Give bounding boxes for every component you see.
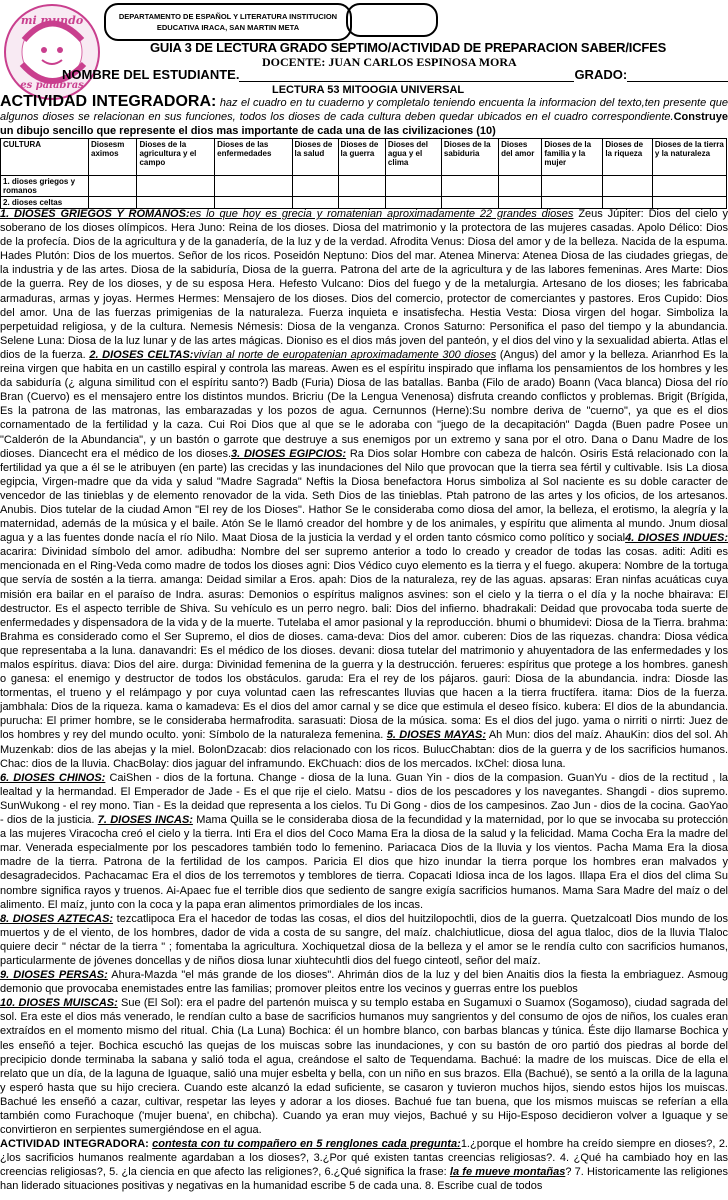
table-header: Dioses de la riqueza bbox=[603, 139, 653, 176]
section-heading: 10. DIOSES MUISCAS: bbox=[0, 997, 118, 1010]
table-header: Dioses de la familia y la mujer bbox=[542, 139, 603, 176]
section-heading: 7. DIOSES INCAS: bbox=[97, 814, 193, 827]
section-text: Zeus Júpiter: Dios del cielo y soberano de los dioses olímpicos. Hera Juno: Reina de los dioses. Diosa del matrimonio y la protectora de las mujeres casadas. Apolo Délico: Dios de la profecía. Dios de la agricultura y de la ganadería, de la luz y de la verdad. Afrodita Venus: Diosa del amor y de la belleza. Nacida de la espuma. Hades Plutón: Dios de los muertos. Señor de los ricos. Poseidón Neptuno: Dios del mar. Atenea Minerva: Atenea Diosa de las ciudades griegas, de la industria y de las artes. Diosa de la sabiduría, Diosa de la guerra. Patrona del arte de la agricultura y de las labores femeninas. Ares Marte: Dios de la guerra. Rey de los dioses, y de su esposa Hera. Hefesto Vulcano: Dios del fuego y de la metalurgia. Artesano de los dioses; les fabricaba armaduras, armas y joyas. Hermes Hermes: Mensajero de los dioses. Dios del comercio, protector de comerciantes y pastores. Eros Cupido: Dios del amor. Una de las fuerzas primigenias de la naturaleza. Fuerza inquieta e insatisfecha. Hestia Vesta: Diosa virgen del hogar. Simboliza la perpetuidad religiosa, y de la cultura. Nemesis Némesis: Diosa de la venganza. Cronos Saturno: Personifica el paso del tiempo y la abundancia. Selene Luna: Diosa de la luz lunar y de las artes mágicas. Dioniso es el dios más joven del panteón, y el dios del vino y la sexualidad abierta. Atlas el dios de la fuerza. bbox=[0, 208, 728, 361]
section-text: Ahura-Mazda "el más grande de los dioses". Ahrimán dios de la luz y del bien Anaitis dios la fiesta la embriaguez. Asmoug demonio que provocaba enemistades entre las familias; promover pleitos entre los vecinos y guerras entre los pueblos bbox=[0, 969, 728, 996]
section-text: acarira: Divinidad símbolo del amor. adibudha: Nombre del ser supremo anterior a todo lo creado y creador de todas las cosas. aditi: Aditi es mencionada en el Ring-Veda como madre de todos los dioses agni: Dios Védico cuyo elemento es la tierra y el fuego. akupera: Nombre de la tortuga que servía de sostén a la tierra. amanga: Deidad similar a Eros. apah: Dios de la naturaleza, rey de las aguas. apsaras: Eran ninfas acuáticas cuya misión era bailar en el paraíso de Indra. asuras: Demonios o espíritus malignos asvines: son el cielo y la tierra o el día y la noche bhairava: El destructor. Es el aspecto terrible de Shiva. Su vehículo es un perro negro. bali: Dios del infierno. bhadrakali: Deidad que provocaba toda suerte de enfermedades y dispensadora de la vida y de la muerte. Tutelaba el amor pasional y la reproducción. bhumi o bhumidevi: Diosa de la Tierra. brahma: Brahma es considerado como el Ser Supremo, el dios de dioses. cama-deva: Dios del amor. cuberen: Dios de las riquezas. chandra: Diosa védica que representaba a la luna. danavandri: Es el médico de los dioses. devani: diosa tutelar del matrimonio y ahuyentadora de las enfermedades y los malos espíritus. diava: Dios del aire. durga: Divinidad femenina de la guerra y la destrucción. ferueres: espíritus que protege a los hombres. ganesh o ganesa: el enemigo y destructor de todos los obstáculos. garuda: Era el rey de los pájaros. gauri: Diosa de la abundancia. indra: Diosde las tormentas, el trueno y el relámpago y por cuya voluntad caen las refrescantes lluvias que hacen a la tierra fructífera. itama: Dios de la fuerza. jambhala: Dios de la riqueza. kama o kamadeva: Es el dios del amor carnal y se dice que estimula el deseo físico. kubera: El dios de la abundancia. purucha: El primer hombre, se le consideraba hermafrodita. sarasuati: Diosa de la música. soma: Es el dios del jugo. yama o nirriti o nirrti: Juez de los hombres y rey del mundo oculto. yoni: Símbolo de la naturaleza femenina. bbox=[0, 546, 728, 742]
table-row bbox=[1, 176, 727, 197]
section-heading: 3. DIOSES EGIPCIOS: bbox=[231, 447, 347, 460]
student-name-label: NOMBRE DEL ESTUDIANTE. bbox=[62, 67, 240, 82]
gods-table bbox=[0, 138, 727, 209]
grade-blank bbox=[627, 69, 728, 82]
closing-activity-label: ACTIVIDAD INTEGRADORA: bbox=[0, 1138, 149, 1151]
section-text: tezcatlipoca Era el hacedor de todas las cosas, el dios del huitzilopochtli, dios de la guerra. Quetzalcoatl Dios mundo de los muertos y de el viento, de los hombres, dador de vida a costa de su sangre, del maíz. chalchiutlicue, diosa del agua tlaloc, dios de la lluvia Tlaloc quiere decir " néctar de la tierra " ; fomentaba la agricultura. Xochiquetzal diosa de la belleza y el amor se le rendía culto con sacrificios humanos, particularmente de jóvenes doncellas y de niños diosa lunar xiuhtecuhtli dios del fuego cinteotl, señor del maíz. bbox=[0, 912, 728, 967]
table-header: Dioses de la tierra y la naturaleza bbox=[652, 139, 726, 176]
section-greek-roman bbox=[0, 207, 728, 771]
section-text: Mama Quilla se le consideraba diosa de la fecundidad y la maternidad, por lo que se invocaba su protección a las mujeres Viracocha creó el cielo y la tierra. Inti Era el dios del Coco Mama Era la diosa de la salud y la felicidad. Mama Cocha Era la madre del mar. Venerada especialmente por los pescadores también todo lo femenino. Pariacaca Dios de la lluvia y los vientos. Pacha Mama Era la diosa madre de la tierra. Patrona de la fertilidad de los campos. Paricia El dios que hizo inundar la tierra porque los hombres eran malvados y desagradecidos. Pachacamac Era el dios de los terremotos y temblores de tierra. Copacati Idiosa inca de los lagos. Illapa Era el dios del clima Su nombre significa rayos y truenos. Ai-Apaec fue el terrible dios que sediento de sangre exigía sacrificios humanos. Mama Sara Madre del maíz o del alimento. El maíz, junto con la coca y la papa eran alimentos primordiales de los incas. bbox=[0, 814, 728, 911]
table-header: CULTURA bbox=[1, 139, 89, 176]
table-header: Dioses del amor bbox=[499, 139, 542, 176]
logo-text-top: mi mundo bbox=[20, 14, 84, 27]
department-line-1: DEPARTAMENTO DE ESPAÑOL Y LITERATURA INSTITUCION bbox=[118, 12, 338, 21]
table-header: Dioses de la salud bbox=[292, 139, 338, 176]
school-logo bbox=[2, 2, 102, 102]
section-text: Ah Mun: dios del maíz. AhauKin: dios del sol. Ah Muzenkab: dios de las abejas y la miel. BolonDzacab: dios relacionado con los ricos. BulucChabtan: dios de la guerra y de los sacrificios humanos. Chac: dios de la lluvia. ChacBolay: dios jaguar del inframundo. EkChuach: dios de los mercados. IxChel: diosa luna. bbox=[0, 729, 728, 770]
table-header-row bbox=[1, 139, 727, 176]
section-heading: 8. DIOSES AZTECAS: bbox=[0, 912, 114, 925]
activity-bold-text: Construye un dibujo sencillo que represente el dios mas importante de cada una de las civilizaciones (10) bbox=[0, 111, 728, 137]
grade-label: GRADO: bbox=[574, 67, 628, 82]
table-header: Dioses del agua y el clima bbox=[385, 139, 441, 176]
closing-activity-questions: 1.¿porque el hombre ha creído siempre en dioses?, 2. ¿los sacrificios humanos realmente agardaban a los dioses?, 3.¿Por qué existen tantas creencias religiosas?. 4. ¿Qué ha cambiado hoy en las creencias religiosas?, 5. ¿la ciencia en que afecto las religiones?, 6.¿Qué significa la frase: bbox=[0, 1138, 728, 1179]
section-text: Sue (El Sol): era el padre del partenón muisca y su templo estaba en Sugamuxi o Suamox (Sogamoso), ciudad sagrada del sol. Era este el dios más venerado, le rendían culto a base de sacrificios humanos muy sangrientos y del consumo de ojos de niños, los cuales eran extraídos en el momento mismo del ritual. Chia (La Luna) Bochica: él un hombre blanco, con barbas blancas y túnica. Éste dijo llamarse Bochica y les enseñó a tejer. Bochica escuchó las quejas de los muiscas sobre las inundaciones, y con su bastón de oro partió dos piedras al borde del precipicio donde terminaba la sabana y salió toda el agua, creándose el salto de Tequendama. Bachué: la madre de los muiscas. Dice de ella el relato que un día, de la laguna de Iguaque, salió una mujer esbelta y bella, con un niño en sus brazos. Ella (Bachué), se sentó a la orilla de la laguna y esperó hasta que su hijo creciera. Cuando este alcanzó la edad suficiente, se casaron y tuvieron muchos hijos, siendo estos hijos los muiscas. Bachué les enseñó a cazar, cultivar, respetar las leyes y adorar a los dioses. Bachué fue tan buena, que los mismos muiscas se referían a ella también como Furachoque ('mujer buena', en chibcha). Cuando ya eran muy viejos, Bachué y su Hijo-Esposo decidieron volver a Iguaque y se convirtieron en serpientes sumergiéndose en el agua. bbox=[0, 997, 728, 1137]
section-heading: 6. DIOSES CHINOS: bbox=[0, 771, 106, 784]
reading-title: LECTURA 53 MITOOGIA UNIVERSAL bbox=[272, 84, 465, 96]
section-heading: 9. DIOSES PERSAS: bbox=[0, 969, 108, 982]
closing-activity bbox=[0, 1137, 728, 1193]
section-heading: 4. DIOSES INDUES: bbox=[625, 532, 728, 545]
guide-title: GUIA 3 DE LECTURA GRADO SEPTIMO/ACTIVIDAD DE PREPARACION SABER/ICFES bbox=[150, 40, 667, 55]
closing-activity-phrase: la fe mueve montañas bbox=[449, 1166, 566, 1179]
activity-instructions bbox=[0, 95, 728, 138]
table-header: Dioses de la guerra bbox=[338, 139, 385, 176]
section-text: Ra Dios solar Hombre con cabeza de halcón. Osiris Está relacionado con la fertilidad ya que a él se le atribuyen (en parte) las crecidas y las inundaciones del Nilo que provocan que la tierra sea fértil y cultivable. Isis La diosa egipcia, Virgen-madre que da vida y salud "Madre Sagrada" Neftis la Diosa benefactora Horus simboliza al Sol naciente es su doble caracter de vencedor de las tinieblas y de elemento renovador de la vida. Seth Dios de las tinieblas. Ptah patrono de las artes y los oficios, de los artesanos. Anubis. Dios tutelar de la ciudad Amon "El rey de los Dioses". Hathor Se le consideraba como diosa del amor, la belleza, el erotismo, la alegría y la maternidad, además de la música y el baile. Atón Se le llamó creador del hombre y de los animales, y espíritu que alimenta al mundo. Jnum diosal agua y a las fuentes donde nacía el río Nilo. Maat Diosa de la justicia la verdad y el orden tanto cósmico como político y social bbox=[0, 447, 728, 545]
section-heading: 5. DIOSES MAYAS: bbox=[386, 729, 487, 742]
activity-title: ACTIVIDAD INTEGRADORA: bbox=[0, 93, 217, 110]
section-chinese bbox=[0, 771, 728, 912]
table-header: Diosesm aximos bbox=[89, 139, 137, 176]
student-name-blank bbox=[239, 69, 444, 82]
closing-activity-tail: ? 7. Historicamente las religiones han liderado situaciones positivas y negativas en la humanidad escribe 5 de cada una. 8. Escribe cual de todos bbox=[0, 1166, 728, 1193]
reading-body bbox=[0, 207, 728, 1194]
teacher-line: DOCENTE: JUAN CARLOS ESPINOSA MORA bbox=[262, 55, 517, 69]
table-header: Dioses de la agricultura y el campo bbox=[137, 139, 215, 176]
header-side-box bbox=[346, 3, 438, 37]
section-heading: 1. DIOSES GRIEGOS Y ROMANOS: bbox=[0, 208, 190, 220]
logo-text-bottom: es palabras bbox=[20, 80, 84, 91]
student-name-row bbox=[62, 67, 728, 82]
table-header: Dioses de las enfermedades bbox=[215, 139, 292, 176]
activity-instructions-text: haz el cuadro en tu cuaderno y completalo teniendo encuenta la informacion del texto,ten presente que algunos dioses se relacionan en sus funciones, todos los dioses de cada cultura deben quedar ubicados en el cuadro correspondiente. bbox=[0, 97, 728, 123]
section-subheading: es lo que hoy es grecia y romatenian aproximadamente 22 grandes dioses bbox=[189, 208, 574, 220]
section-subheading: vivían al norte de europatenian aproximadamente 300 dioses bbox=[193, 348, 497, 361]
table-header: Dioses de la sabiduria bbox=[441, 139, 498, 176]
section-heading: 2. DIOSES CELTAS: bbox=[89, 348, 194, 361]
section-aztec bbox=[0, 912, 728, 968]
department-line-2: EDUCATIVA IRACA, SAN MARTIN META bbox=[156, 23, 300, 32]
section-text: CaiShen - dios de la fortuna. Change - diosa de la luna. Guan Yin - dios de la compasion. GuanYu - dios de la rectitud , la lealtad y la hermandad. El Emperador de Jade - Es el que rije el cielo. Matsu - dios de los pescadores y los navegantes. Shangdi - dios supremo. SunWukong - el rey mono. Tian - Es la deidad que representa a los cielos. Tu Di Gong - dios de los campesinos. Zao Jun - dios de la cocina. GaoYao - dios de la justicia. bbox=[0, 771, 728, 827]
table-row-label: 2. dioses celtas bbox=[1, 197, 89, 209]
section-muisca bbox=[0, 996, 728, 1137]
section-persian bbox=[0, 968, 728, 996]
department-box bbox=[104, 3, 352, 41]
student-name-blank-2 bbox=[444, 69, 574, 82]
section-text: (Angus) del amor y la belleza. Arianrhod Es la reina virgen que habita en un castillo espiral y controla las mareas. Awen es el espíritu inspirado que inflama los pensamientos de los hombres y les da sabiduría (¿ alguna similitud con el espíritu santo?) Badb (Furia) Diosa de las batallas. Banba (Filo de arado) Boann (Vaca blanca) Diosa del río Bran (Cuervo) es el mensajero entre los distintos mundos. Bricriu (De la Lengua Venenosa) disfruta creando conflictos y problemas. Brigit (Brígida, Es la patrona de las matronas, las embarazadas y los pozos de agua. Cernunnos (Herne):Su nombre deriva de "cuerno", ya que es el dios cornamentado de la fertilidad y la caza. Cui Roi Dios que al que se le adoraba con "juego de la decapitación" Dagda (Buen padre Posee un "Calderón de la Abundancia", y un bastón o garrote que destruye a sus enemigos por un extremo y sana por el otro. Dana o Danu Madre de los dioses. Diancecht era el médico de los dioses. bbox=[0, 348, 728, 460]
table-row-label: 1. dioses griegos y romanos bbox=[1, 176, 89, 197]
closing-activity-instruction: contesta con tu compañero en 5 renglones cada pregunta: bbox=[152, 1138, 461, 1151]
